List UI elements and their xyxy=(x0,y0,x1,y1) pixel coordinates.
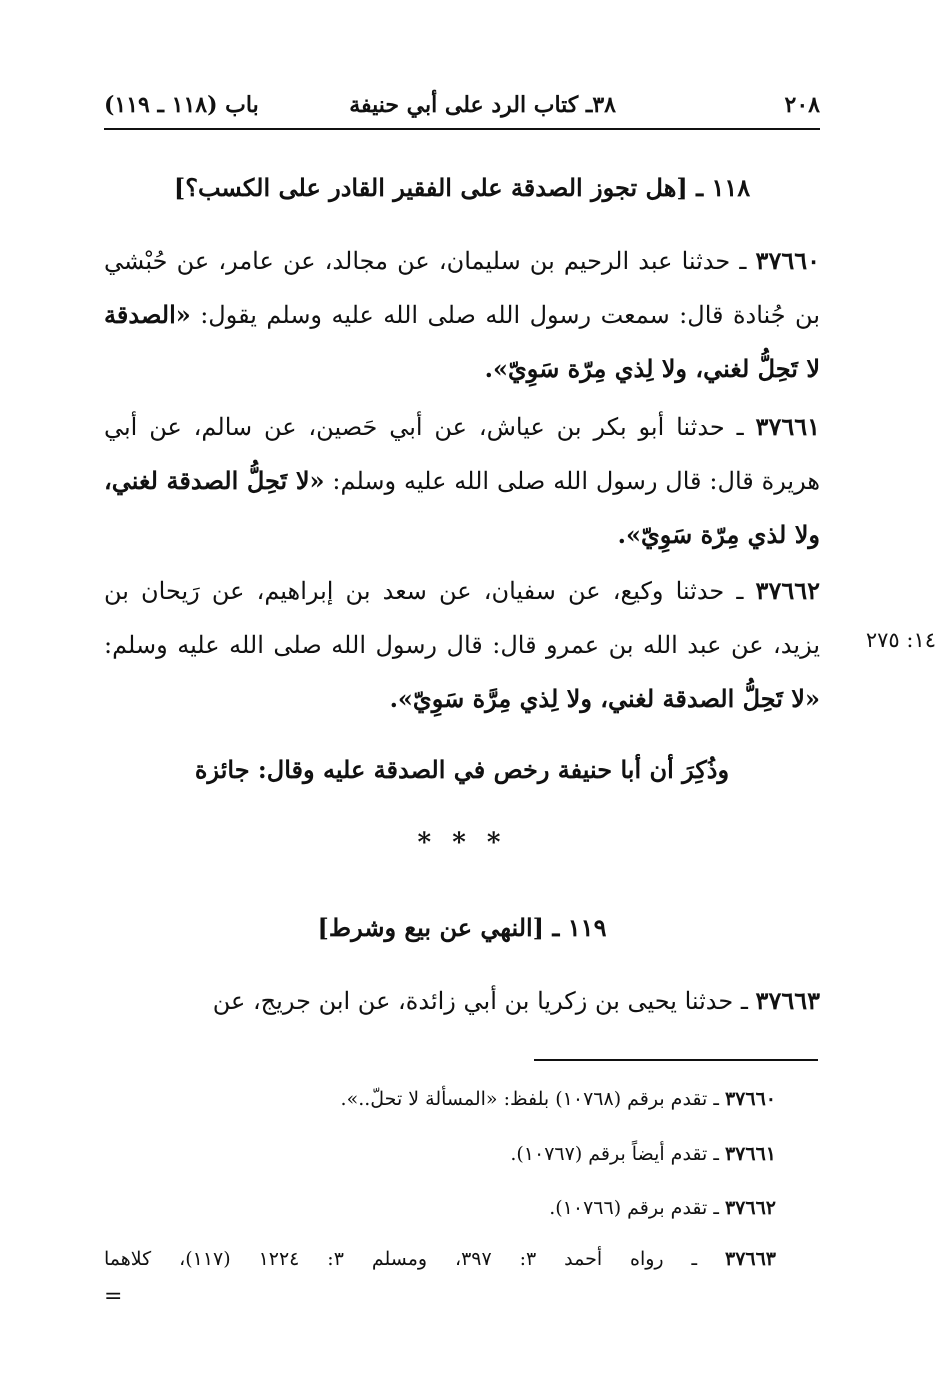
footnote-text: ـ تقدم أيضاً برقم (١٠٧٦٧). xyxy=(510,1143,719,1165)
hadith-chain: ـ حدثنا أبو بكر بن عياش، عن أبي حَصين، عن سالم، عن أبي هريرة قال: قال رسول الله صلى الله عليه وسلم: xyxy=(104,413,821,495)
chapter-range: باب (١١٨ ـ ١١٩) xyxy=(104,92,259,118)
footnote-text: ـ تقدم برقم (١٠٧٦٦). xyxy=(549,1197,719,1219)
footnote-37662 xyxy=(104,1193,776,1223)
book-title: ٣٨ـ كتاب الرد على أبي حنيفة xyxy=(349,92,616,118)
footnote-number: ٣٧٦٦١ xyxy=(724,1143,776,1165)
hadith-quote: «لا تَحِلُّ الصدقة لغني، ولا لذي مِرّة سَوِيّ». xyxy=(104,466,820,549)
hadith-quote: «لا تَحِلُّ الصدقة لغني، ولا لِذي مِرَّة سَوِيّ». xyxy=(389,684,820,713)
footnote-37660 xyxy=(104,1084,776,1114)
hadith-number: ٣٧٦٦٢ xyxy=(755,576,820,605)
abu-hanifa-statement: وذُكِرَ أن أبا حنيفة رخص في الصدقة عليه وقال: جائزة xyxy=(194,755,730,784)
section-heading-119: ١١٩ ـ [النهي عن بيع وشرط] xyxy=(317,913,607,942)
section-separator: * * * xyxy=(417,828,507,858)
running-header xyxy=(104,88,820,122)
hadith-number: ٣٧٦٦٣ xyxy=(755,986,820,1015)
hadith-chain: ـ حدثنا يحيى بن زكريا بن أبي زائدة، عن ابن جريج، عن xyxy=(212,987,748,1015)
hadith-number: ٣٧٦٦٠ xyxy=(755,246,820,275)
margin-reference: ١٤: ٢٧٥ xyxy=(865,628,936,652)
section-heading-118: ١١٨ ـ [هل تجوز الصدقة على الفقير القادر على الكسب؟] xyxy=(173,173,751,202)
hadith-37663 xyxy=(104,974,820,1028)
footnote-continuation-mark: = xyxy=(104,1284,123,1309)
footnote-number: ٣٧٦٦٣ xyxy=(724,1248,777,1270)
hadith-chain: ـ حدثنا وكيع، عن سفيان، عن سعد بن إبراهيم، عن رَيحان بن يزيد، عن عبد الله بن عمرو قال: قال رسول الله صلى الله عليه وسلم: xyxy=(104,577,820,659)
page-number: ٢٠٨ xyxy=(784,92,820,118)
hadith-37660 xyxy=(104,234,820,396)
hadith-quote: «الصدقة لا تَحِلُّ لغني، ولا لِذي مِرّة سَوِيّ». xyxy=(104,300,820,383)
header-rule xyxy=(104,128,820,130)
hadith-37661 xyxy=(104,400,820,562)
hadith-number: ٣٧٦٦١ xyxy=(755,412,820,441)
footnote-text: ـ رواه أحمد ٣: ٣٩٧، ومسلم ٣: ١٢٢٤ (١١٧)، كلاهما xyxy=(104,1248,698,1270)
hadith-37662 xyxy=(104,564,820,726)
footnote-rule xyxy=(534,1059,818,1061)
footnote-number: ٣٧٦٦٢ xyxy=(724,1197,776,1219)
footnote-number: ٣٧٦٦٠ xyxy=(724,1088,776,1110)
footnote-text: ـ تقدم برقم (١٠٧٦٨) بلفظ: «المسألة لا تحلّ..». xyxy=(340,1088,719,1110)
footnote-37663 xyxy=(104,1244,776,1274)
footnote-37661 xyxy=(104,1139,776,1169)
hadith-chain: ـ حدثنا عبد الرحيم بن سليمان، عن مجالد، عن عامر، عن حُبْشي بن جُنادة قال: سمعت رسول الله صلى الله عليه وسلم يقول: xyxy=(104,247,820,329)
